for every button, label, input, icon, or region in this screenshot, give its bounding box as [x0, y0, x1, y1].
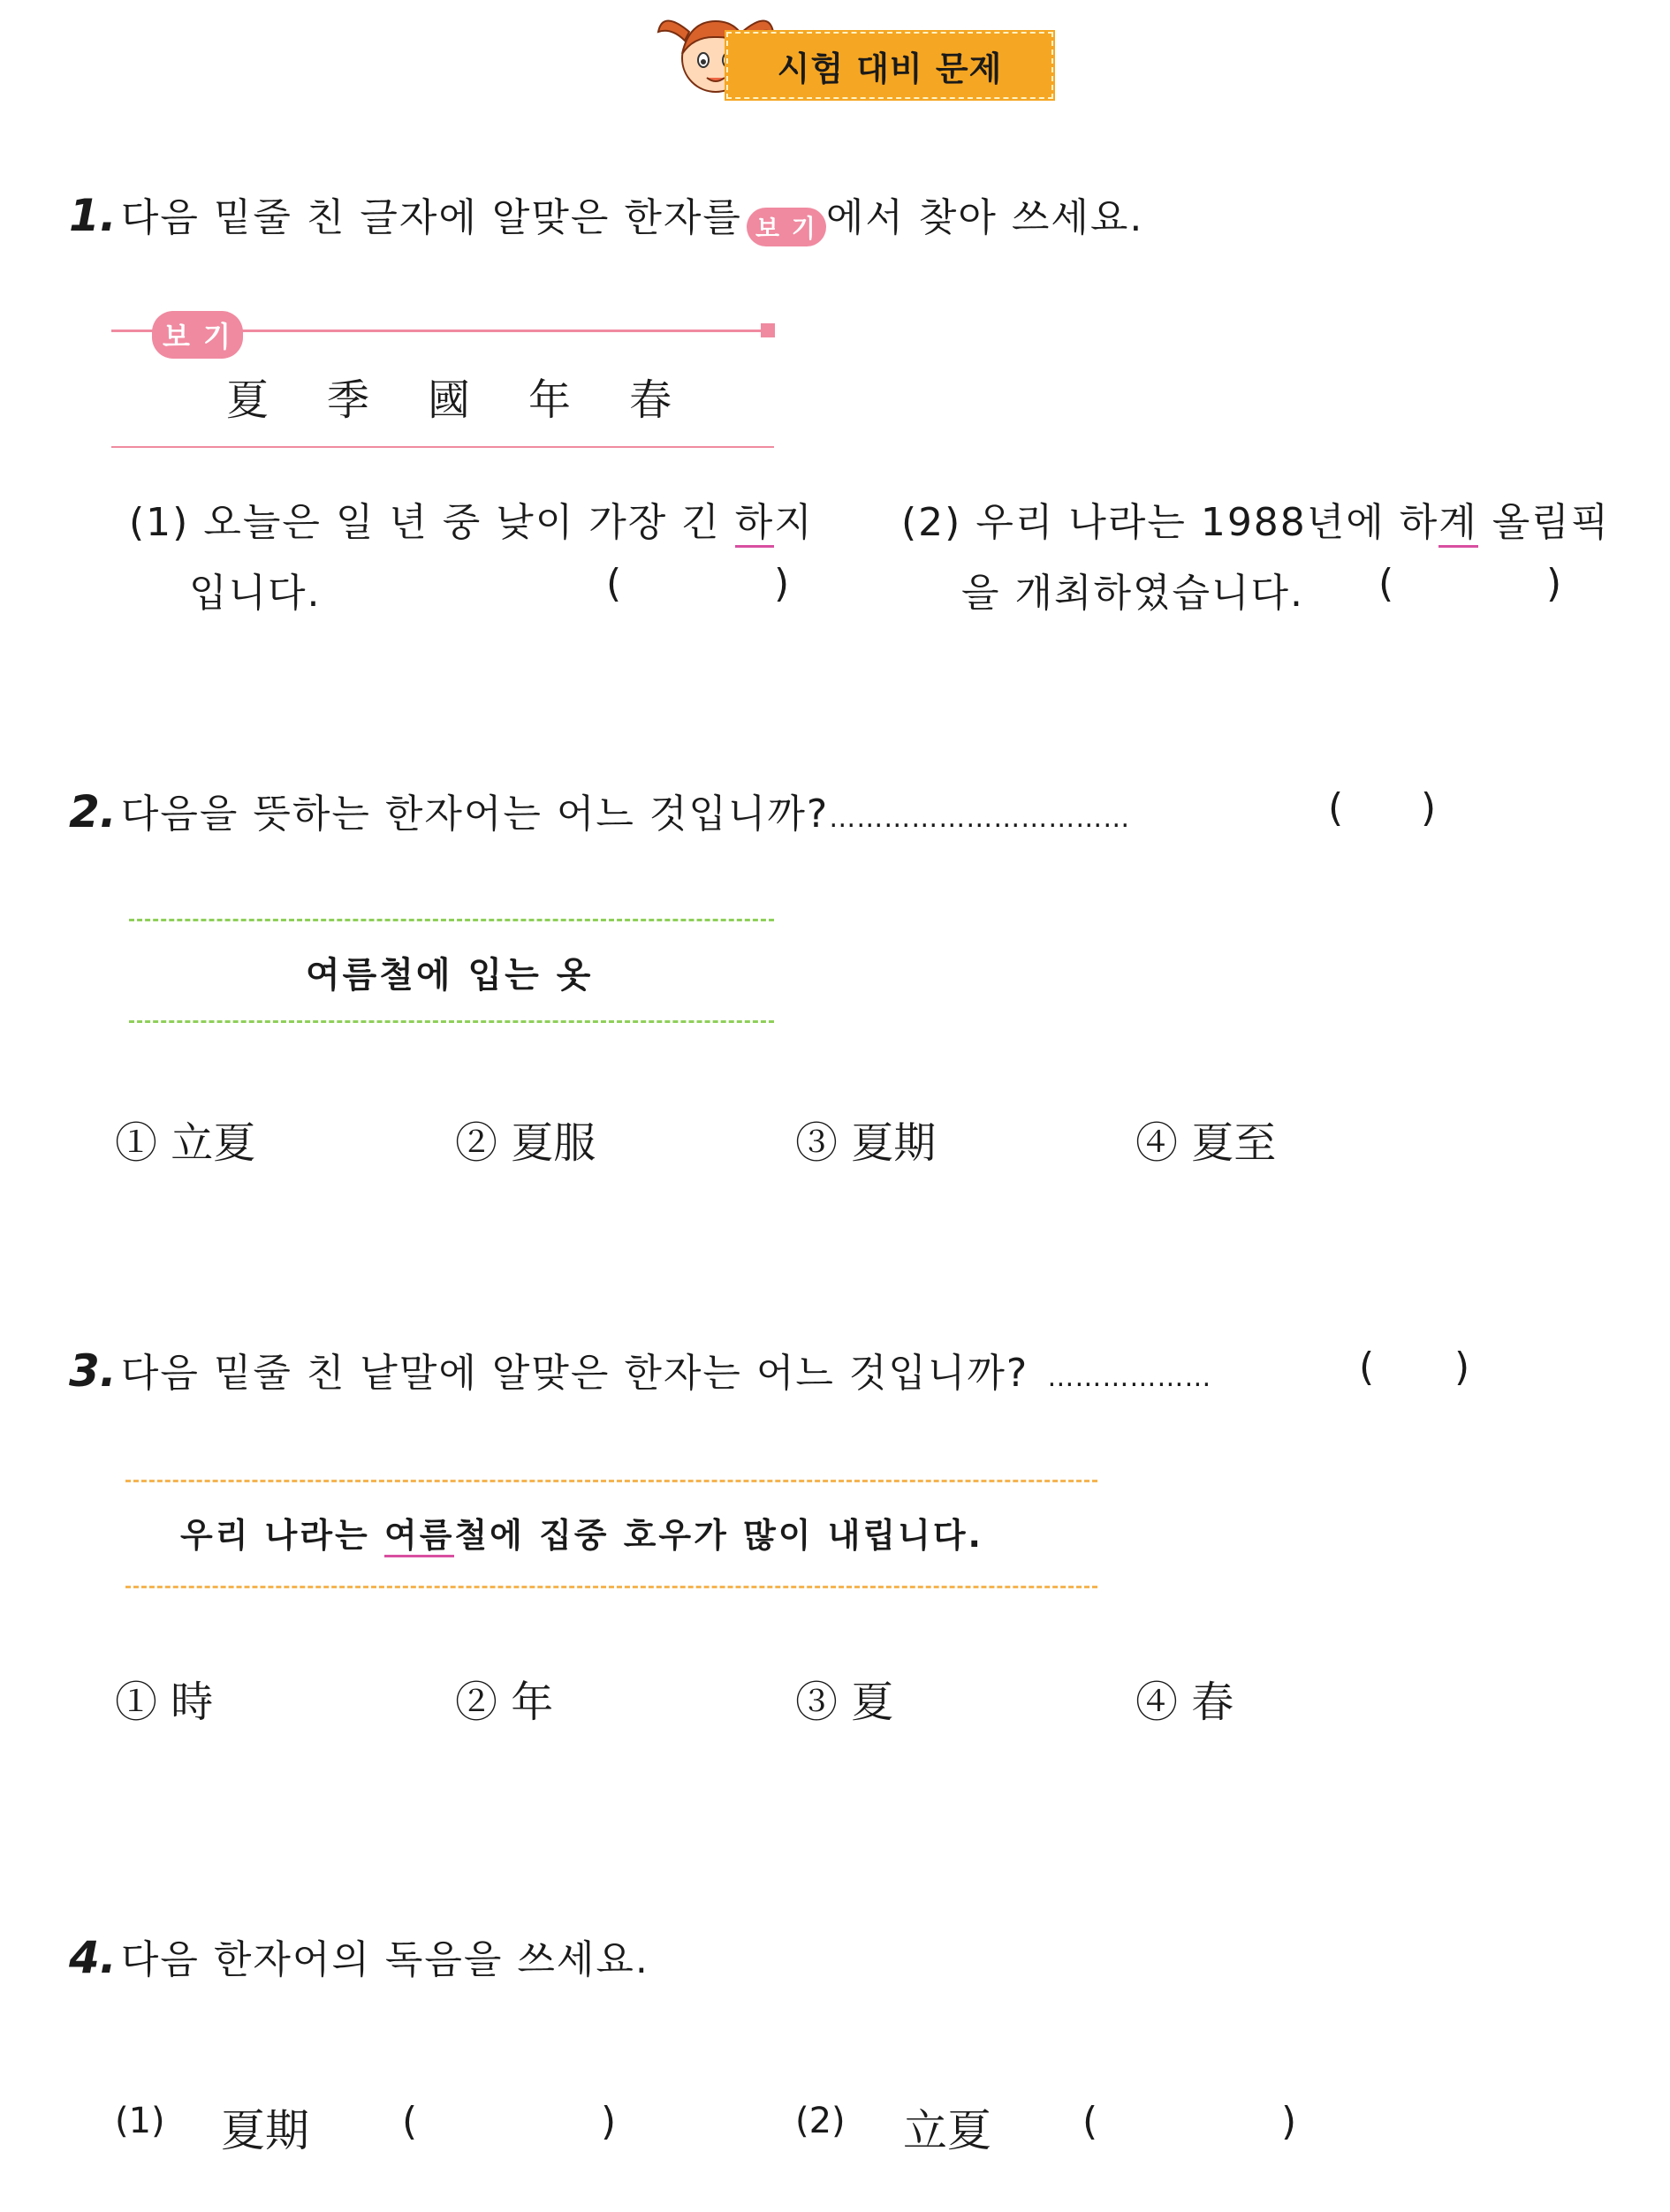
- hanja-option: 季: [327, 375, 370, 425]
- question-text: 다음 한자어의 독음을 쓰세요.: [120, 1937, 649, 1982]
- sentence-before: 우리 나라는: [180, 1516, 384, 1555]
- leader-dots: ……………………………: [829, 803, 1131, 834]
- q3-choices: [115, 1668, 1352, 1730]
- answer-paren-open: (: [402, 2099, 418, 2144]
- q2-definition-box: [129, 919, 774, 1025]
- answer-paren-close: ): [1421, 785, 1438, 830]
- orange-dashed-bottom: [125, 1586, 1097, 1588]
- question-number: 3.: [69, 1345, 117, 1397]
- sentence-after: 철에 집중 호우가 많이 내립니다.: [454, 1516, 983, 1555]
- green-dashed-bottom: [129, 1020, 774, 1023]
- underlined-syllable: 하: [735, 500, 775, 548]
- answer-paren-open: (: [1359, 1345, 1377, 1390]
- hanja-option: 夏: [226, 375, 269, 425]
- answer-paren-close: ): [774, 561, 792, 606]
- question-3-prompt: [69, 1341, 1571, 1398]
- sentence-text: [180, 1508, 983, 1557]
- item-text: 오늘은 일 년 중 낮이 가장 긴: [203, 500, 735, 545]
- q1-item-2: [901, 490, 1611, 616]
- question-1-prompt: [69, 186, 1143, 246]
- item-number: (1): [115, 2101, 165, 2141]
- item-number: (2): [901, 500, 962, 545]
- item-text: 우리 나라는 1988년에 하: [975, 500, 1439, 545]
- q3-sentence-box: [125, 1480, 1097, 1590]
- q1-item-1: [129, 490, 814, 616]
- bogi-label: 보 기: [152, 311, 243, 359]
- hanja-option: 春: [629, 375, 672, 425]
- test-prep-badge: 시험 대비 문제: [726, 32, 1053, 99]
- item-text-line2: 을 개최하였습니다.: [961, 571, 1305, 616]
- choice-option[interactable]: ③ 夏期: [795, 1118, 937, 1168]
- item-text-after: 지: [774, 500, 814, 545]
- answer-paren-close: ): [1454, 1345, 1472, 1390]
- bogi-line-end-marker: [761, 323, 775, 337]
- underlined-word: 여름: [384, 1516, 454, 1557]
- item-text-line2: 입니다.: [189, 571, 322, 616]
- question-text: 다음 밑줄 친 낱말에 알맞은 한자는 어느 것입니까?: [120, 1351, 1029, 1396]
- question-number: 4.: [69, 1932, 117, 1983]
- choice-option[interactable]: ④ 夏至: [1135, 1118, 1277, 1168]
- bogi-bottom-line: [111, 446, 774, 448]
- q4-items: [115, 2095, 1352, 2166]
- definition-text: 여름철에 입는 옷: [306, 955, 594, 996]
- answer-paren-close: ): [601, 2099, 617, 2144]
- answer-paren-close: ): [1546, 561, 1564, 606]
- question-4-prompt: [69, 1928, 649, 1984]
- item-number: (1): [129, 500, 190, 545]
- item-number: (2): [795, 2101, 846, 2141]
- answer-paren-open: (: [606, 561, 624, 606]
- hanja-option: 年: [528, 375, 572, 425]
- choice-option[interactable]: ① 立夏: [115, 1118, 256, 1168]
- hanja-word: 夏期: [221, 2105, 309, 2156]
- section-header: [654, 5, 1060, 102]
- question-text: 다음을 뜻하는 한자어는 어느 것입니까?: [120, 792, 830, 837]
- leader-dots: ………………: [1047, 1362, 1212, 1393]
- answer-paren-close: ): [1281, 2099, 1297, 2144]
- green-dashed-top: [129, 919, 774, 921]
- bogi-pill-inline: 보 기: [747, 208, 826, 246]
- underlined-syllable: 계: [1438, 500, 1478, 548]
- question-number: 2.: [69, 786, 117, 837]
- choice-option[interactable]: ② 年: [455, 1678, 554, 1727]
- question-text: 다음 밑줄 친 글자에 알맞은 한자를: [120, 195, 742, 240]
- orange-dashed-top: [125, 1480, 1097, 1482]
- question-number: 1.: [69, 190, 117, 241]
- choice-option[interactable]: ④ 春: [1135, 1678, 1234, 1727]
- answer-paren-open: (: [1082, 2099, 1098, 2144]
- question-2-prompt: [69, 782, 1483, 838]
- answer-paren-open: (: [1378, 561, 1396, 606]
- choice-option[interactable]: ③ 夏: [795, 1678, 894, 1727]
- hanja-option: 國: [428, 375, 471, 425]
- hanja-word: 立夏: [903, 2105, 991, 2156]
- bogi-hanja-list: [226, 366, 672, 427]
- q2-choices: [115, 1109, 1352, 1170]
- item-text-after: 올림픽: [1477, 500, 1611, 545]
- bogi-box: [111, 309, 774, 451]
- answer-paren-open: (: [1328, 785, 1346, 830]
- choice-option[interactable]: ① 時: [115, 1678, 214, 1727]
- choice-option[interactable]: ② 夏服: [455, 1118, 596, 1168]
- question-text-after: 에서 찾아 쓰세요.: [825, 195, 1144, 240]
